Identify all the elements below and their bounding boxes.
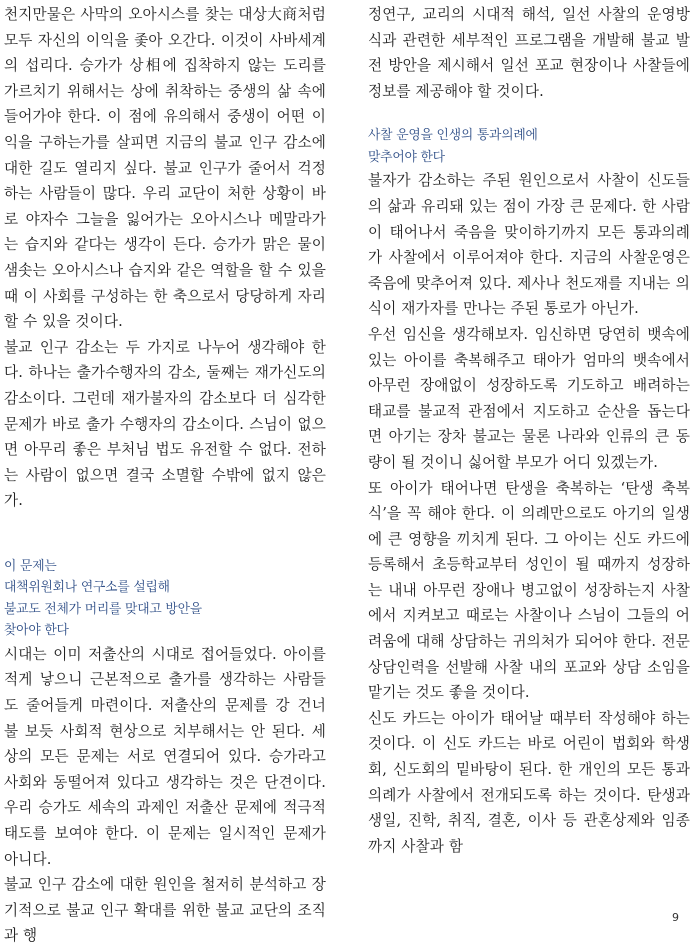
left-heading-line: 불교도 전체가 머리를 맞대고 방안을 <box>4 601 202 617</box>
left-paragraph-3: 시대는 이미 저출산의 시대로 접어들었다. 아이를 적게 낳으니 근본적으로 출가를 생각하는 사람들도 줄어들게 마련이다. 저출산의 문제를 강 건너 불 보듯 사회적 현상으로 치부해서는 안 된다. 세상의 모든 문제는 서로 연결되어 있다. 승가라고 사회와 동떨어져 있다고 생각하는 것은 단견이다. 우리 승가도 세속의 과제인 저출산 문제에 적극적 태도를 보여야 한다. 이 문제는 일시적인 문제가 아니다. <box>4 645 326 868</box>
left-paragraph-2: 불교 인구 감소는 두 가지로 나누어 생각해야 한다. 하나는 출가수행자의 감소, 둘째는 재가신도의 감소이다. 그런데 재가불자의 감소보다 더 심각한 문제가 바로 출가 수행자의 감소이다. 스님이 없으면 아무리 좋은 부처님 법도 유전할 수 없다. 전하는 사람이 없으면 결국 소멸할 수밖에 없지 않은가. <box>4 338 326 510</box>
page-number: 9 <box>672 911 679 924</box>
right-column <box>368 2 690 859</box>
left-column <box>4 2 326 949</box>
left-heading-line: 이 문제는 <box>4 558 57 574</box>
left-section-heading <box>4 556 326 642</box>
right-section-heading <box>368 125 690 168</box>
right-paragraph-3: 우선 임신을 생각해보자. 임신하면 당연히 뱃속에 있는 아이를 축복해주고 태아가 엄마의 뱃속에서 아무런 장애없이 성장하도록 기도하고 배려하는 태교를 불교적 관점에서 지도하고 순산을 돕는다면 아기는 장차 불교는 물론 나라와 인류의 큰 동량이 될 것이니 싫어할 부모가 어디 있겠는가. <box>368 325 690 471</box>
right-paragraph-2: 불자가 감소하는 주된 원인으로서 사찰이 신도들의 삶과 유리돼 있는 점이 가장 큰 문제다. 한 사람이 태어나서 죽음을 맞이하기까지 모든 통과의례가 사찰에서 이루어져야 한다. 지금의 사찰운영은 죽음에 맞추어져 있다. 제사나 천도재를 지내는 의식이 재가자를 만나는 주된 통로가 아닌가. <box>368 172 690 318</box>
left-paragraph-1: 천지만물은 사막의 오아시스를 찾는 대상大商처럼 모두 자신의 이익을 좇아 오간다. 이것이 사바세계의 섭리다. 승가가 상相에 집착하지 않는 도리를 가르치기 위해서는 상에 취착하는 중생의 삶 속에 들어가야 한다. 이 점에 유의해서 중생이 어떤 이익을 구하는가를 살피면 지금의 불교 인구 감소에 대한 길도 열리지 싶다. 불교 인구가 줄어서 걱정하는 사람들이 많다. 우리 교단이 처한 상황이 바로 야자수 그늘을 잃어가는 오아시스나 메말라가는 습지와 같다는 생각이 든다. 승가가 맑은 물이 샘솟는 오아시스나 습지와 같은 역할을 할 수 있을 때 이 사회를 구성하는 한 축으로서 당당하게 자리할 수 있을 것이다. <box>4 6 326 331</box>
right-heading-line: 맞추어야 한다 <box>368 149 445 165</box>
right-heading-line: 사찰 운영을 인생의 통과의례에 <box>368 128 538 144</box>
left-paragraph-4: 불교 인구 감소에 대한 원인을 철저히 분석하고 장기적으로 불교 인구 확대를 위한 불교 교단의 조직과 행 <box>4 876 326 945</box>
left-heading-line: 대책위원회나 연구소를 설립해 <box>4 580 170 596</box>
right-paragraph-5: 신도 카드는 아이가 태어날 때부터 작성해야 하는 것이다. 이 신도 카드는 바로 어린이 법회와 학생회, 신도회의 밑바탕이 된다. 한 개인의 모든 통과의례가 사찰에서 전개되도록 하는 것이다. 탄생과 생일, 진학, 취직, 결혼, 이사 등 관혼상제와 임종까지 사찰과 함 <box>368 709 690 855</box>
left-heading-line: 찾아야 한다 <box>4 623 69 639</box>
right-paragraph-1: 정연구, 교리의 시대적 해석, 일선 사찰의 운영방식과 관련한 세부적인 프로그램을 개발해 불교 발전 방안을 제시해서 일선 포교 현장이나 사찰들에 정보를 제공해야 할 것이다. <box>368 6 690 100</box>
right-paragraph-4: 또 아이가 태어나면 탄생을 축복하는 ‘탄생 축복식’을 꼭 해야 한다. 이 의례만으로도 아기의 일생에 큰 영향을 끼치게 된다. 그 아이는 신도 카드에 등록해서 초등학교부터 성인이 될 때까지 성장하는 내내 아무런 장애나 병고없이 성장하는지 사찰에서 지켜보고 때로는 사찰이나 스님이 그들의 어려움에 대해 상담하는 귀의처가 되어야 한다. 전문상담인력을 선발해 사찰 내의 포교와 상담 소임을 맡기는 것도 좋을 것이다. <box>368 479 690 702</box>
